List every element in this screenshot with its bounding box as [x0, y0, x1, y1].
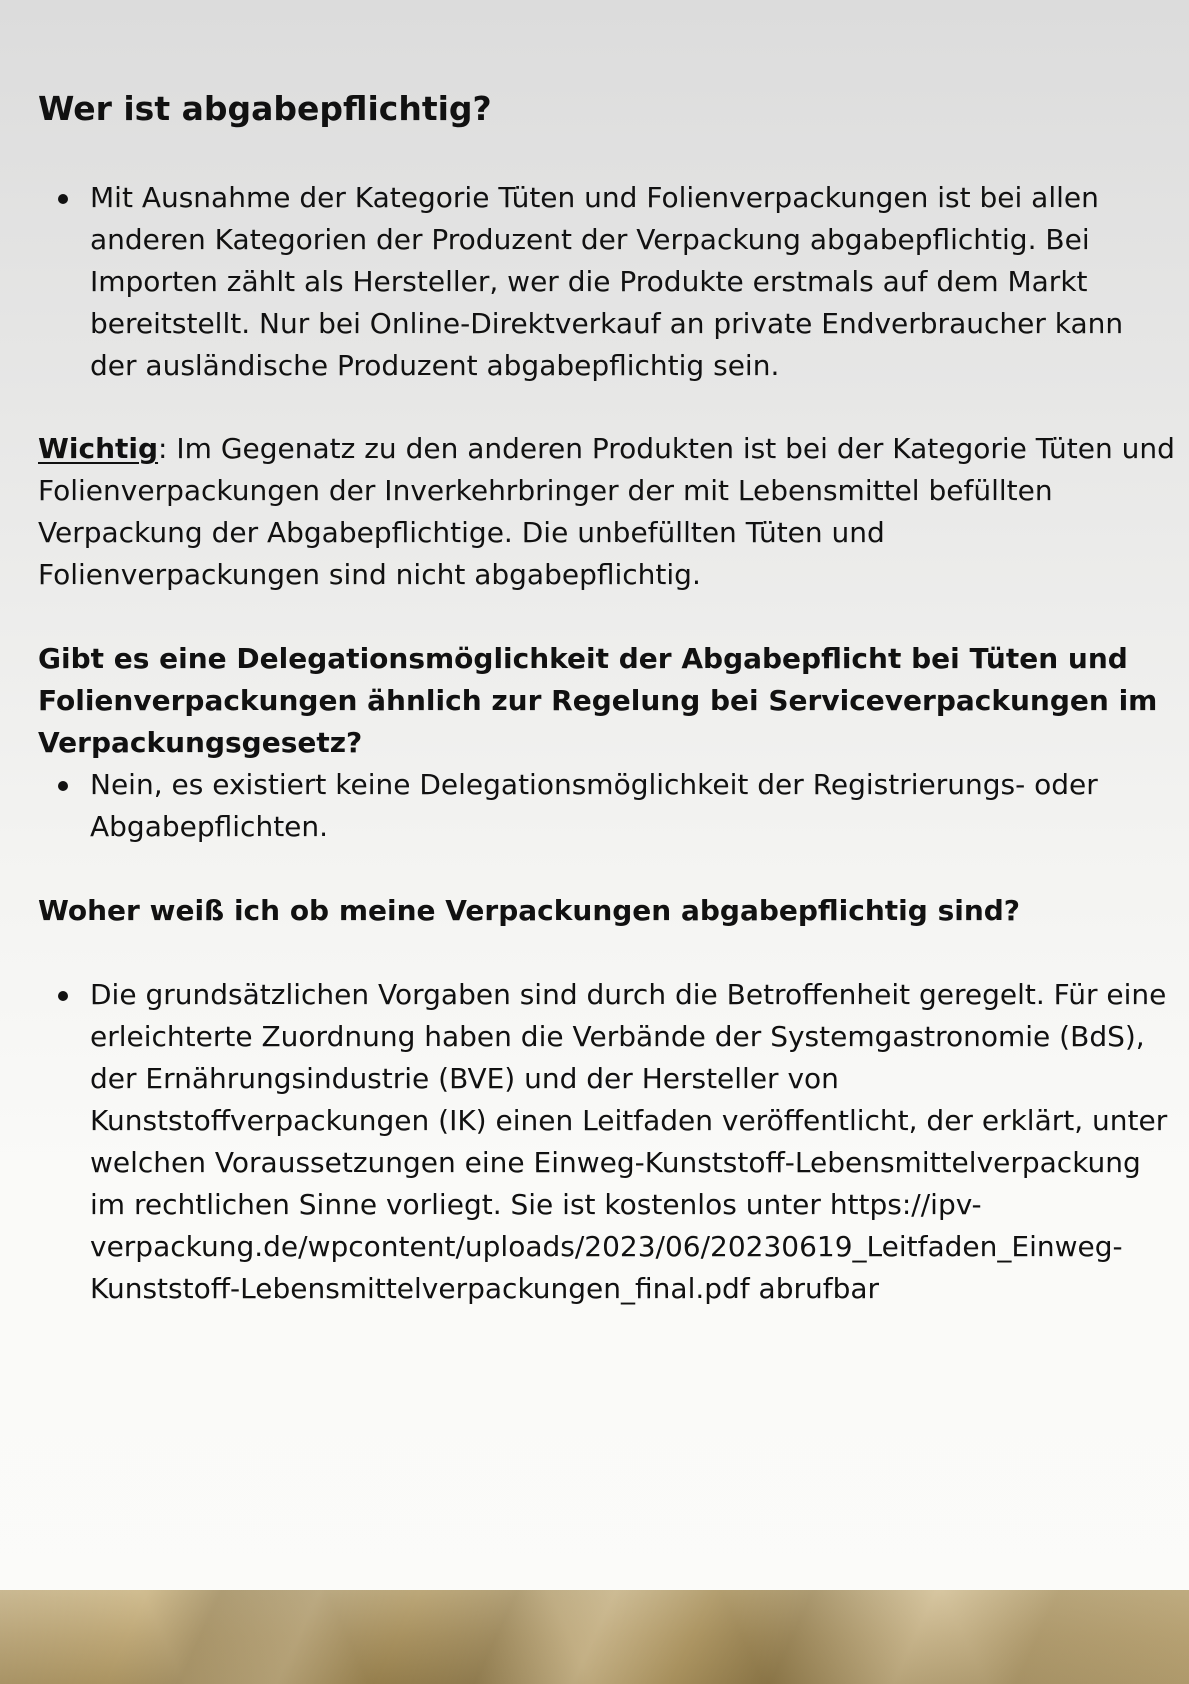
list-item-text: Die grundsätzlichen Vorgaben sind durch die Betroffenheit geregelt. Für eine erleichterte Zuordnung haben die Verbände der Systemgastronomie (BdS), der Ernährungsindustrie (BVE) und der Hersteller von Kunststoffverpackungen (IK) einen Leitfaden veröffentlicht, der erklärt, unter welchen Voraussetzungen eine Einweg-Kunststoff-Lebensmittelverpackung im rechtlichen Sinne vorliegt. Sie ist kostenlos unter https://ipv-verpackung.de/wpcontent/uploads/2023/06/20230619_Leitfaden_Einweg-Kunststoff-Lebensmittelverpackungen_final.pdf abrufbar	[90, 978, 1168, 1305]
bullet-icon	[58, 194, 68, 204]
list-item-text: Nein, es existiert keine Delegationsmöglichkeit der Registrierungs- oder Abgabepflichten.	[90, 768, 1098, 843]
list-item-text: Mit Ausnahme der Kategorie Tüten und Folienverpackungen ist bei allen anderen Kategorien der Produzent der Verpackung abgabepflichtig. Bei Importen zählt als Hersteller, wer die Produkte erstmals auf dem Markt bereitstellt. Nur bei Online-Direktverkauf an private Endverbraucher kann der ausländische Produzent abgabepflichtig sein.	[90, 181, 1124, 382]
bullet-list-section2	[38, 764, 1175, 848]
bullet-icon	[58, 781, 68, 791]
list-item	[38, 764, 1175, 848]
section-heading-woher-weiss-ich: Woher weiß ich ob meine Verpackungen abgabepflichtig sind?	[38, 894, 1021, 927]
important-note	[38, 428, 1175, 596]
section-heading-delegation: Gibt es eine Delegationsmöglichkeit der Abgabepflicht bei Tüten und Folienverpackungen ähnlich zur Regelung bei Serviceverpackungen im Verpackungsgesetz?	[38, 642, 1158, 759]
bullet-list-section1	[38, 177, 1175, 387]
important-note-text: : Im Gegenatz zu den anderen Produkten ist bei der Kategorie Tüten und Folienverpackungen der Inverkehrbringer der mit Lebensmittel befüllten Verpackung der Abgabepflichtige. Die unbefüllten Tüten und Folienverpackungen sind nicht abgabepflichtig.	[38, 432, 1175, 591]
section-heading-wer-ist-abgabepflichtig: Wer ist abgabepflichtig?	[38, 89, 492, 128]
important-note-label: Wichtig	[38, 432, 159, 465]
list-item	[38, 974, 1175, 1310]
bullet-list-section3	[38, 974, 1175, 1310]
list-item	[38, 177, 1175, 387]
crumpled-paper-footer-texture	[0, 1590, 1189, 1684]
bullet-icon	[58, 991, 68, 1001]
